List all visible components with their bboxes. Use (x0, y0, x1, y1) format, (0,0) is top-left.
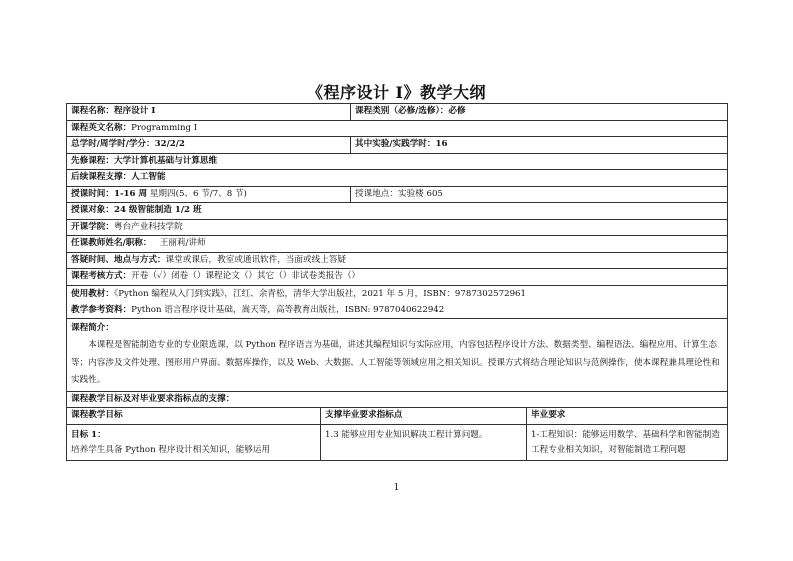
header-requirement: 毕业要求 (527, 408, 728, 425)
row-qa (67, 252, 728, 269)
prerequisite-label: 先修课程： (71, 155, 114, 166)
intro-cell (67, 318, 728, 391)
row-follow-up (67, 170, 728, 187)
page-number: 1 (393, 483, 400, 493)
english-name-label: 课程英文名称： (71, 122, 132, 133)
row-course-name (67, 104, 728, 121)
assessment-label: 课程考核方式： (71, 271, 132, 282)
course-name-label: 课程名称： (71, 106, 114, 117)
hours-label: 总学时/周学时/学分： (71, 139, 155, 150)
row-english-name (67, 120, 728, 137)
course-name-cell (67, 104, 351, 121)
schedule-label: 授课时间： (71, 188, 114, 199)
follow-up-cell (67, 170, 728, 187)
syllabus-table (66, 103, 728, 461)
course-type-value: 必修 (448, 106, 466, 117)
row-audience (67, 203, 728, 220)
college-cell (67, 219, 728, 236)
hours-value: 32/2/2 (154, 139, 185, 150)
teacher-value: 王丽莉/讲师 (159, 238, 206, 249)
follow-up-value: 人工智能 (131, 172, 166, 183)
objectives-title-cell (67, 391, 728, 408)
prerequisite-value: 大学计算机基础与计算思维 (113, 155, 218, 166)
qa-cell (67, 252, 728, 269)
qa-label: 答疑时间、地点与方式： (71, 254, 166, 265)
indicator-cell (321, 424, 527, 460)
textbook-label: 使用教材： (71, 288, 114, 299)
objectives-row (67, 424, 728, 460)
teacher-cell (67, 236, 728, 253)
reference-line (71, 302, 723, 318)
goal-label: 目标 1： (71, 429, 106, 440)
reference-value: Python 语言程序设计基础，嵩天等，高等教育出版社，ISBN: 9787040622942 (131, 304, 445, 315)
course-name-value: 程序设计 I (113, 106, 156, 117)
location-value: 实验楼 605 (397, 188, 443, 199)
requirement-text: 1-工程知识：能够运用数学、基础科学和智能制造工程专业相关知识，对智能制造工程问题 (531, 429, 720, 455)
audience-value: 24 级智能制造 1/2 班 (113, 205, 202, 216)
row-hours (67, 137, 728, 154)
materials-cell (67, 285, 728, 318)
header-indicator: 支撑毕业要求指标点 (321, 408, 527, 425)
follow-up-label: 后续课程支撑： (71, 172, 132, 183)
hours-cell (67, 137, 351, 154)
row-assessment (67, 269, 728, 286)
textbook-line (71, 286, 723, 302)
lab-hours-cell (351, 137, 728, 154)
english-name-cell (67, 120, 728, 137)
objectives-title-label: 课程教学目标及对毕业要求指标点的支撑： (71, 393, 235, 404)
location-cell (351, 186, 728, 203)
lab-hours-label: 其中实验/实践学时： (355, 139, 436, 150)
document-title: 《程序设计 I》教学大纲 (306, 83, 487, 102)
objectives-header-row (67, 408, 728, 425)
schedule-value: 星期四(5、6 节/7、8 节) (147, 188, 247, 199)
college-label: 开课学院： (71, 221, 114, 232)
row-materials (67, 285, 728, 318)
intro-text: 本课程是智能制造专业的专业限选课，以 Python 程序语言为基础，讲述其编程知识与实际应用，内容包括程序设计方法、数据类型、编程语法、编程应用、计算生态等；内容涉及文件处理、图形用户界面、数据库操作，以及 Web、大数据、人工智能等领域应用之相关知识。授课方式将结合理论知识与范例操作，使本课程兼具理论性和实践性。 (71, 340, 720, 385)
row-teacher (67, 236, 728, 253)
lab-hours-value: 16 (435, 139, 448, 150)
row-intro (67, 318, 728, 391)
location-label: 授课地点： (355, 188, 398, 199)
prerequisite-cell (67, 153, 728, 170)
reference-label: 教学参考资料： (71, 304, 132, 315)
row-college (67, 219, 728, 236)
college-value: 粤台产业科技学院 (113, 221, 183, 232)
row-prerequisite (67, 153, 728, 170)
assessment-cell (67, 269, 728, 286)
textbook-value: 《Python 编程从入门到实践》，江红、余青松，清华大学出版社，2021 年 5 月，ISBN：9787302572961 (113, 288, 526, 299)
row-objectives-title (67, 391, 728, 408)
indicator-text: 1.3 能够应用专业知识解决工程计算问题。 (325, 429, 488, 440)
goal-text: 培养学生具备 Python 程序设计相关知识，能够运用 (71, 444, 271, 455)
course-type-cell (351, 104, 728, 121)
audience-label: 授课对象： (71, 205, 114, 216)
teacher-label: 任课教师姓名/职称： (71, 238, 152, 249)
goal-cell (67, 424, 321, 460)
audience-cell (67, 203, 728, 220)
requirement-cell (527, 424, 728, 460)
header-goal: 课程教学目标 (67, 408, 321, 425)
qa-value: 课堂或课后，教室或通讯软件，当面或线上答疑 (165, 254, 347, 265)
intro-label: 课程简介： (71, 322, 114, 333)
english-name-value: Programming I (131, 122, 198, 133)
assessment-value: 开卷（✓）闭卷（）课程论文（）其它（）非试卷类报告（） (131, 271, 361, 282)
row-schedule (67, 186, 728, 203)
course-type-label: 课程类别（必修/选修）： (355, 106, 449, 117)
schedule-weeks: 1-16 周 (113, 188, 148, 199)
schedule-cell (67, 186, 351, 203)
